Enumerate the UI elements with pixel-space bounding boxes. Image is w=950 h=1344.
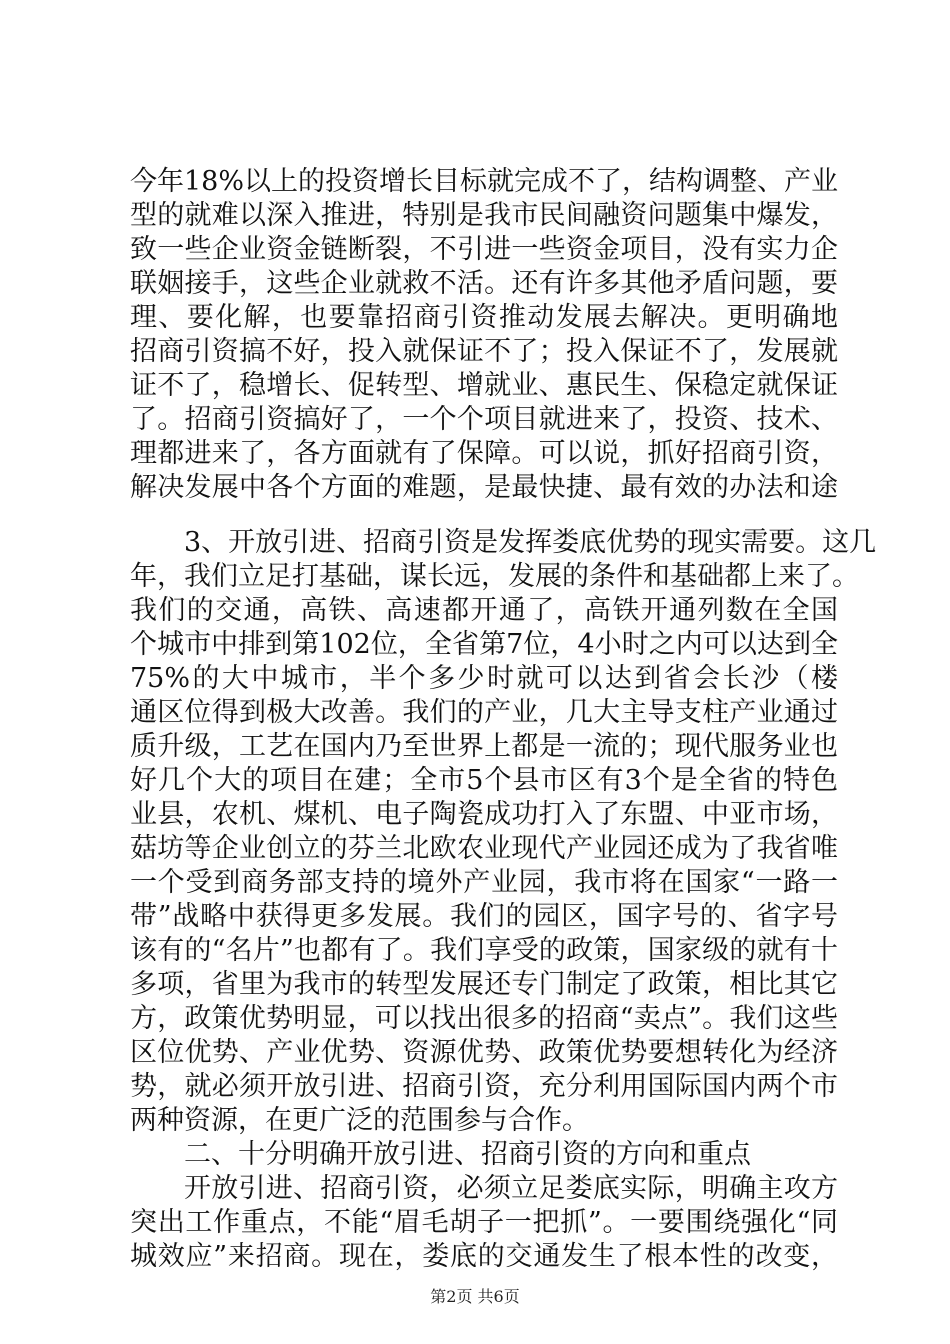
text-line: 型的就难以深入推进，特别是我市民间融资问题集中爆发， (130, 200, 838, 231)
text-line: 个城市中排到第102位，全省第7位，4小时之内可以达到全 (130, 629, 838, 660)
text-line: 方，政策优势明显，可以找出很多的招商“卖点”。我们这些 (130, 1003, 838, 1034)
text-line: 了。招商引资搞好了，一个个项目就进来了，投资、技术、 (130, 404, 838, 435)
page-footer: 第2页 共6页 (430, 1287, 520, 1306)
text-line: 今年18%以上的投资增长目标就完成不了，结构调整、产业 (130, 166, 838, 197)
text-line: 证不了，稳增长、促转型、增就业、惠民生、保稳定就保证 (130, 370, 838, 401)
text-line: 致一些企业资金链断裂，不引进一些资金项目，没有实力企 (130, 234, 838, 265)
text-line: 年，我们立足打基础，谋长远，发展的条件和基础都上来了。 (130, 561, 859, 592)
text-line: 势，就必须开放引进、招商引资，充分利用国际国内两个市 (130, 1071, 838, 1102)
text-line: 区位优势、产业优势、资源优势、政策优势要想转化为经济 (130, 1037, 838, 1068)
text-line: 开放引进、招商引资，必须立足娄底实际，明确主攻方 (184, 1173, 838, 1204)
text-line: 二、十分明确开放引进、招商引资的方向和重点 (184, 1139, 751, 1170)
text-line: 一个受到商务部支持的境外产业园，我市将在国家“一路一 (130, 867, 838, 898)
text-line: 城效应”来招商。现在，娄底的交通发生了根本性的改变， (130, 1241, 838, 1272)
text-line: 两种资源，在更广泛的范围参与合作。 (130, 1105, 589, 1136)
text-line: 联姻接手，这些企业就救不活。还有许多其他矛盾问题，要 (130, 268, 838, 299)
text-line: 我们的交通，高铁、高速都开通了，高铁开通列数在全国 (130, 595, 838, 626)
text-line: 该有的“名片”也都有了。我们享受的政策，国家级的就有十 (130, 935, 838, 966)
text-line: 解决发展中各个方面的难题，是最快捷、最有效的办法和途 (130, 472, 838, 503)
text-line: 带”战略中获得更多发展。我们的园区，国字号的、省字号 (130, 901, 838, 932)
text-line: 质升级，工艺在国内乃至世界上都是一流的；现代服务业也 (130, 731, 838, 762)
text-line: 3、开放引进、招商引资是发挥娄底优势的现实需要。这几 (184, 527, 877, 558)
text-line: 理、要化解，也要靠招商引资推动发展去解决。更明确地 (130, 302, 838, 333)
text-line: 菇坊等企业创立的芬兰北欧农业现代产业园还成为了我省唯 (130, 833, 838, 864)
text-line: 好几个大的项目在建；全市5个县市区有3个是全省的特色 (130, 765, 838, 796)
text-line: 突出工作重点，不能“眉毛胡子一把抓”。一要围绕强化“同 (130, 1207, 838, 1238)
text-line: 业县，农机、煤机、电子陶瓷成功打入了东盟、中亚市场， (130, 799, 838, 830)
text-line: 多项，省里为我市的转型发展还专门制定了政策，相比其它 (130, 969, 838, 1000)
text-line: 理都进来了，各方面就有了保障。可以说，抓好招商引资， (130, 438, 838, 469)
text-line: 招商引资搞不好，投入就保证不了；投入保证不了，发展就 (130, 336, 838, 367)
text-line: 通区位得到极大改善。我们的产业，几大主导支柱产业通过 (130, 697, 838, 728)
text-line: 75%的大中城市，半个多少时就可以达到省会长沙（楼 (130, 663, 838, 694)
